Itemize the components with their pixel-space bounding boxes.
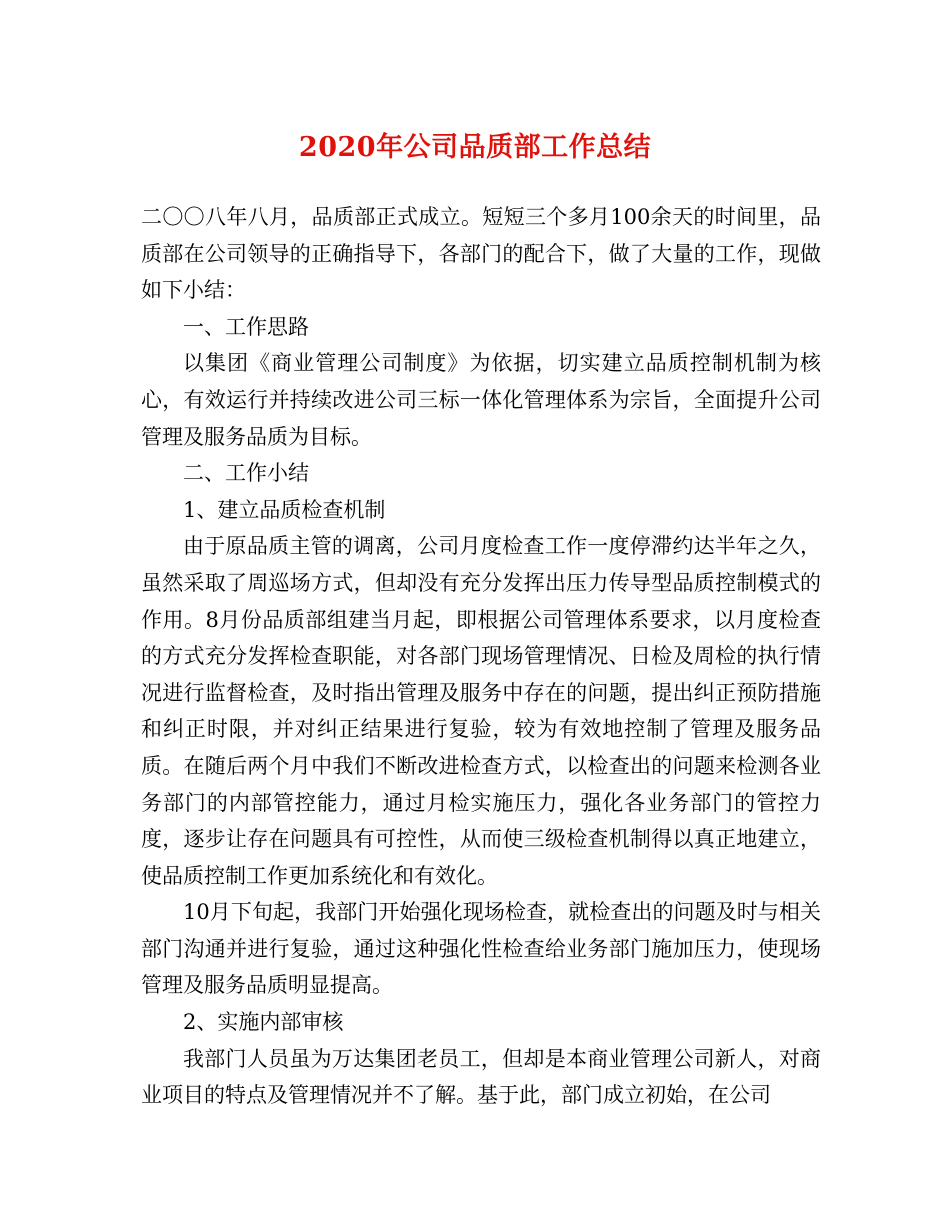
subheading-internal-audit: 2、实施内部审核 <box>183 1010 344 1035</box>
paragraph-internal-audit: 我部门人员虽为万达集团老员工，但却是本商业管理公司新人，对商业项目的特点及管理情况并不了解。基于此，部门成立初始，在公司 <box>141 1046 821 1108</box>
paragraph-work-approach: 以集团《商业管理公司制度》为依据，切实建立品质控制机制为核心，有效运行并持续改进公司三标一体化管理体系为宗旨，全面提升公司管理及服务品质为目标。 <box>141 351 821 449</box>
paragraph-quality-inspection: 由于原品质主管的调离，公司月度检查工作一度停滞约达半年之久，虽然采取了周巡场方式，但却没有充分发挥出压力传导型品质控制模式的作用。8月份品质部组建当月起，即根据公司管理体系要求，以月度检查的方式充分发挥检查职能，对各部门现场管理情况、日检及周检的执行情况进行监督检查，及时指出管理及服务中存在的问题，提出纠正预防措施和纠正时限，并对纠正结果进行复验，较为有效地控制了管理及服务品质。在随后两个月中我们不断改进检查方式，以检查出的问题来检测各业务部门的内部管控能力，通过月检实施压力，强化各业务部门的管控力度，逐步让存在问题具有可控性，从而使三级检查机制得以真正地建立，使品质控制工作更加系统化和有效化。 <box>141 534 821 888</box>
heading-work-approach: 一、工作思路 <box>183 314 309 339</box>
subheading-quality-inspection: 1、建立品质检查机制 <box>183 497 386 522</box>
heading-work-summary: 二、工作小结 <box>183 461 309 486</box>
document-body <box>141 199 821 1114</box>
paragraph-intro: 二〇〇八年八月，品质部正式成立。短短三个多月100余天的时间里，品质部在公司领导的正确指导下，各部门的配合下，做了大量的工作，现做如下小结： <box>141 205 821 303</box>
paragraph-site-inspection: 10月下旬起，我部门开始强化现场检查，就检查出的问题及时与相关部门沟通并进行复验，通过这种强化性检查给业务部门施加压力，使现场管理及服务品质明显提高。 <box>141 900 821 998</box>
document-title: 2020年公司品质部工作总结 <box>298 132 652 163</box>
